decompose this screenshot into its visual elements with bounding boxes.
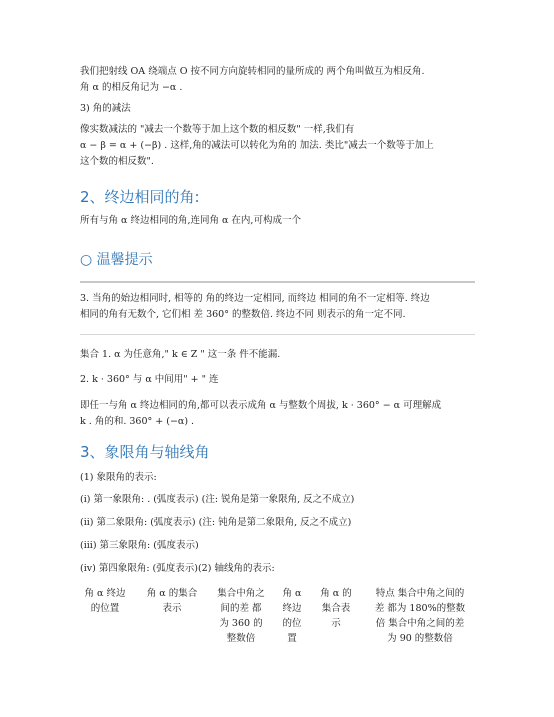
table-header-set-representation [140, 586, 204, 616]
text-line: 相同的角有无数个, 它们相 差 360° 的整数倍. 终边不同 则表示的角一定不同. [80, 309, 406, 320]
quadrant-item-1: (i) 第一象限角: . (弧度表示) (注: 锐角是第一象限角, 反之不成立) [80, 494, 355, 505]
table-header-terminal-position-2 [278, 586, 306, 646]
text-line: 我们把射线 OA 绕端点 O 按不同方向旋转相同的量所成的 两个角叫做互为相反角. [80, 66, 425, 77]
tip-top-divider [80, 281, 475, 283]
header-text: 角 α 的 集合表 示 [320, 588, 352, 629]
section-heading-quadrant-angles: 3、象限角与轴线角 [80, 443, 210, 461]
header-text: 集合中角之 间的差 都 为 360 的 整数倍 [217, 588, 265, 644]
text-line: 即任一与角 α 终边相同的角,都可以表示成角 α 与整数个周拔, k · 360° − α 可理解成 [80, 400, 442, 411]
quadrant-intro: (1) 象限角的表示: [80, 472, 157, 483]
header-text: 角 α 的集合 表示 [146, 588, 198, 614]
paragraph-coterminal-expression [80, 398, 475, 430]
quadrant-item-2: (ii) 第二象限角: (弧度表示) (注: 钝角是第二象限角, 反之不成立) [80, 517, 352, 528]
paragraph-coterminal: 所有与角 α 终边相同的角,连同角 α 在内,可构成一个 [80, 215, 301, 226]
text-line: 像实数减法的 "减去一个数等于加上这个数的相反数" 一样,我们有 [80, 124, 355, 135]
table-header-difference-360 [212, 586, 270, 646]
text-line: α − β = α + (−β) . 这样,角的减法可以转化为角的 加法. 类比"减去一个数等于加上 [80, 140, 434, 151]
text-line: 这个数的相反数". [80, 156, 154, 167]
note-plus: 2. k · 360° 与 α 中间用" + " 连 [80, 374, 219, 385]
section-heading-coterminal: 2、终边相同的角: [80, 188, 200, 206]
header-text: 特点 集合中角之间的 差 都为 180%的整数 倍 集合中角之间的差 为 90 的整数倍 [374, 588, 466, 644]
quadrant-item-4: (iv) 第四象限角: (弧度表示)(2) 轴线角的表示: [80, 563, 275, 574]
subheading-angle-subtraction: 3) 角的减法 [80, 103, 131, 114]
text-line: 角 α 的相反角记为 −α . [80, 82, 183, 93]
paragraph-subtraction [80, 122, 475, 170]
quadrant-item-3: (iii) 第三象限角: (弧度表示) [80, 540, 199, 551]
table-header-features [364, 586, 476, 646]
text-line: 3. 当角的始边相同时, 相等的 角的终边一定相同, 而终边 相同的角不一定相等. 终边 [80, 293, 430, 304]
tip-paragraph [80, 291, 475, 323]
header-text: 角 α 终边 的位置 [84, 588, 126, 614]
table-header-terminal-position [80, 586, 130, 616]
note-set: 集合 1. α 为任意角," k ∈ Z " 这一条 件不能漏. [80, 349, 281, 360]
tip-heading: ○ 温馨提示 [80, 252, 153, 268]
tip-bottom-divider [80, 334, 475, 335]
paragraph-opposite-angle [80, 64, 475, 96]
header-text: 角 α 终边 的位 置 [282, 588, 302, 644]
table-header-set-representation-2 [314, 586, 358, 631]
text-line: k . 角的和. 360° + (−α) . [80, 416, 195, 427]
